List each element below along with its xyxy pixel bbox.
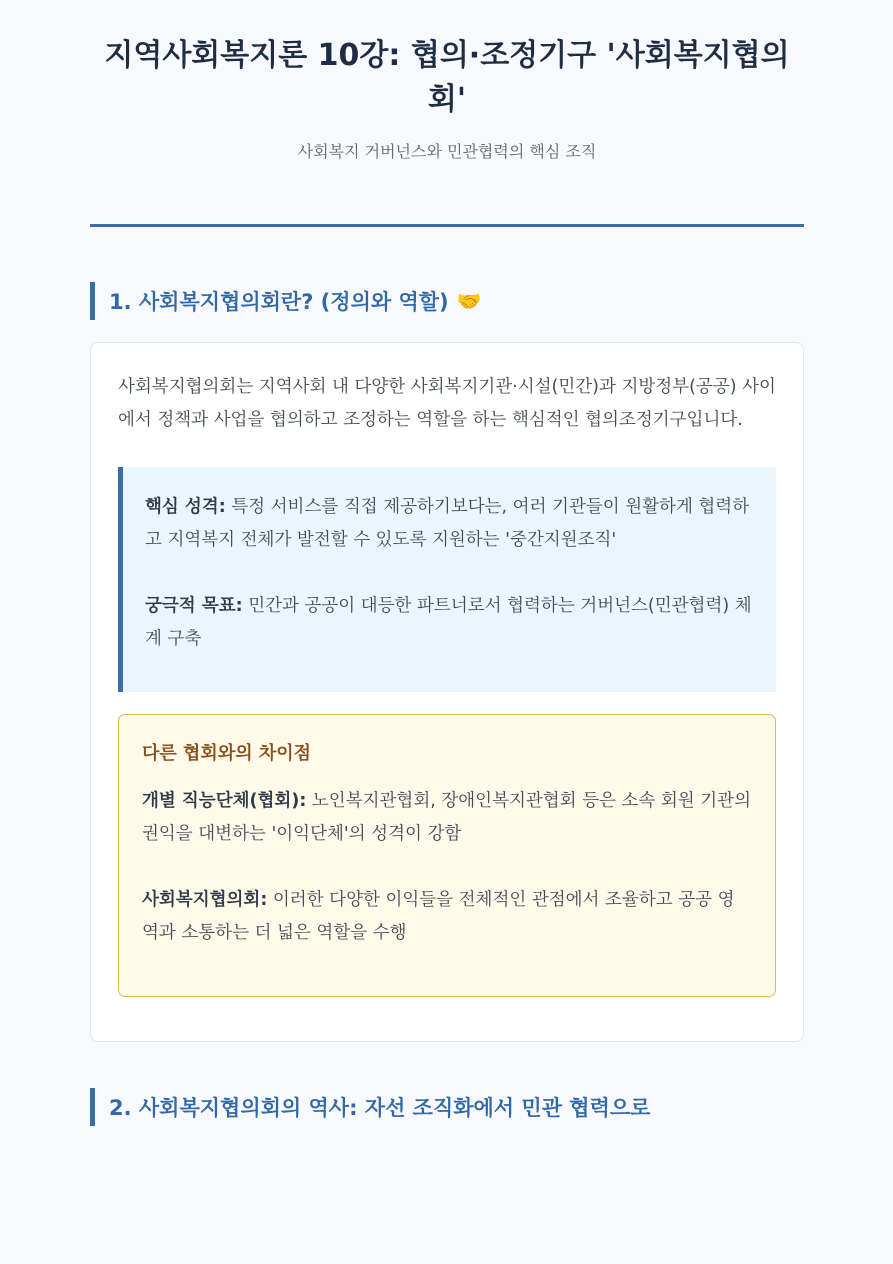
section-1-heading <box>90 282 804 320</box>
handshake-icon: 🤝 <box>456 289 482 313</box>
associations-text: 노인복지관협회, 장애인복지관협회 등은 소속 회원 기관의 권익을 대변하는 '이익단체'의 성격이 강함 <box>142 791 751 844</box>
core-nature-text: 특정 서비스를 직접 제공하기보다는, 여러 기관들이 원활하게 협력하고 지역복지 전체가 발전할 수 있도록 지원하는 '중간지원조직' <box>145 497 750 550</box>
key-points-box <box>118 467 776 692</box>
differences-box <box>118 714 776 997</box>
section-1-heading-text: 1. 사회복지협의회란? (정의와 역할) <box>109 290 449 314</box>
page-subtitle: 사회복지 거버넌스와 민관협력의 핵심 조직 <box>297 142 597 161</box>
core-nature-label: 핵심 성격: <box>145 497 226 517</box>
associations-paragraph <box>142 785 751 851</box>
council-label: 사회복지협의회: <box>142 890 268 910</box>
ultimate-goal-text: 민간과 공공이 대등한 파트너로서 협력하는 거버넌스(민관협력) 체계 구축 <box>145 596 752 649</box>
ultimate-goal-label: 궁극적 목표: <box>145 596 243 616</box>
council-text: 이러한 다양한 이익들을 전체적인 관점에서 조율하고 공공 영역과 소통하는 더 넓은 역할을 수행 <box>142 890 735 943</box>
document-page <box>90 0 804 1126</box>
section-1-card <box>90 342 804 1042</box>
associations-label: 개별 직능단체(협회): <box>142 791 307 811</box>
section-2-heading <box>90 1088 804 1126</box>
title-divider <box>90 224 804 227</box>
council-paragraph <box>142 884 751 950</box>
page-title: 지역사회복지론 10강: 협의·조정기구 '사회복지협의회' <box>104 38 790 117</box>
ultimate-goal-paragraph <box>145 590 754 656</box>
core-nature-paragraph <box>145 491 754 557</box>
section-2-heading-text: 2. 사회복지협의회의 역사: 자선 조직화에서 민관 협력으로 <box>109 1096 651 1120</box>
definition-paragraph: 사회복지협의회는 지역사회 내 다양한 사회복지기관·시설(민간)과 지방정부(공공) 사이에서 정책과 사업을 협의하고 조정하는 역할을 하는 핵심적인 협의조정기구입니다. <box>118 377 776 430</box>
differences-title: 다른 협회와의 차이점 <box>142 743 312 764</box>
